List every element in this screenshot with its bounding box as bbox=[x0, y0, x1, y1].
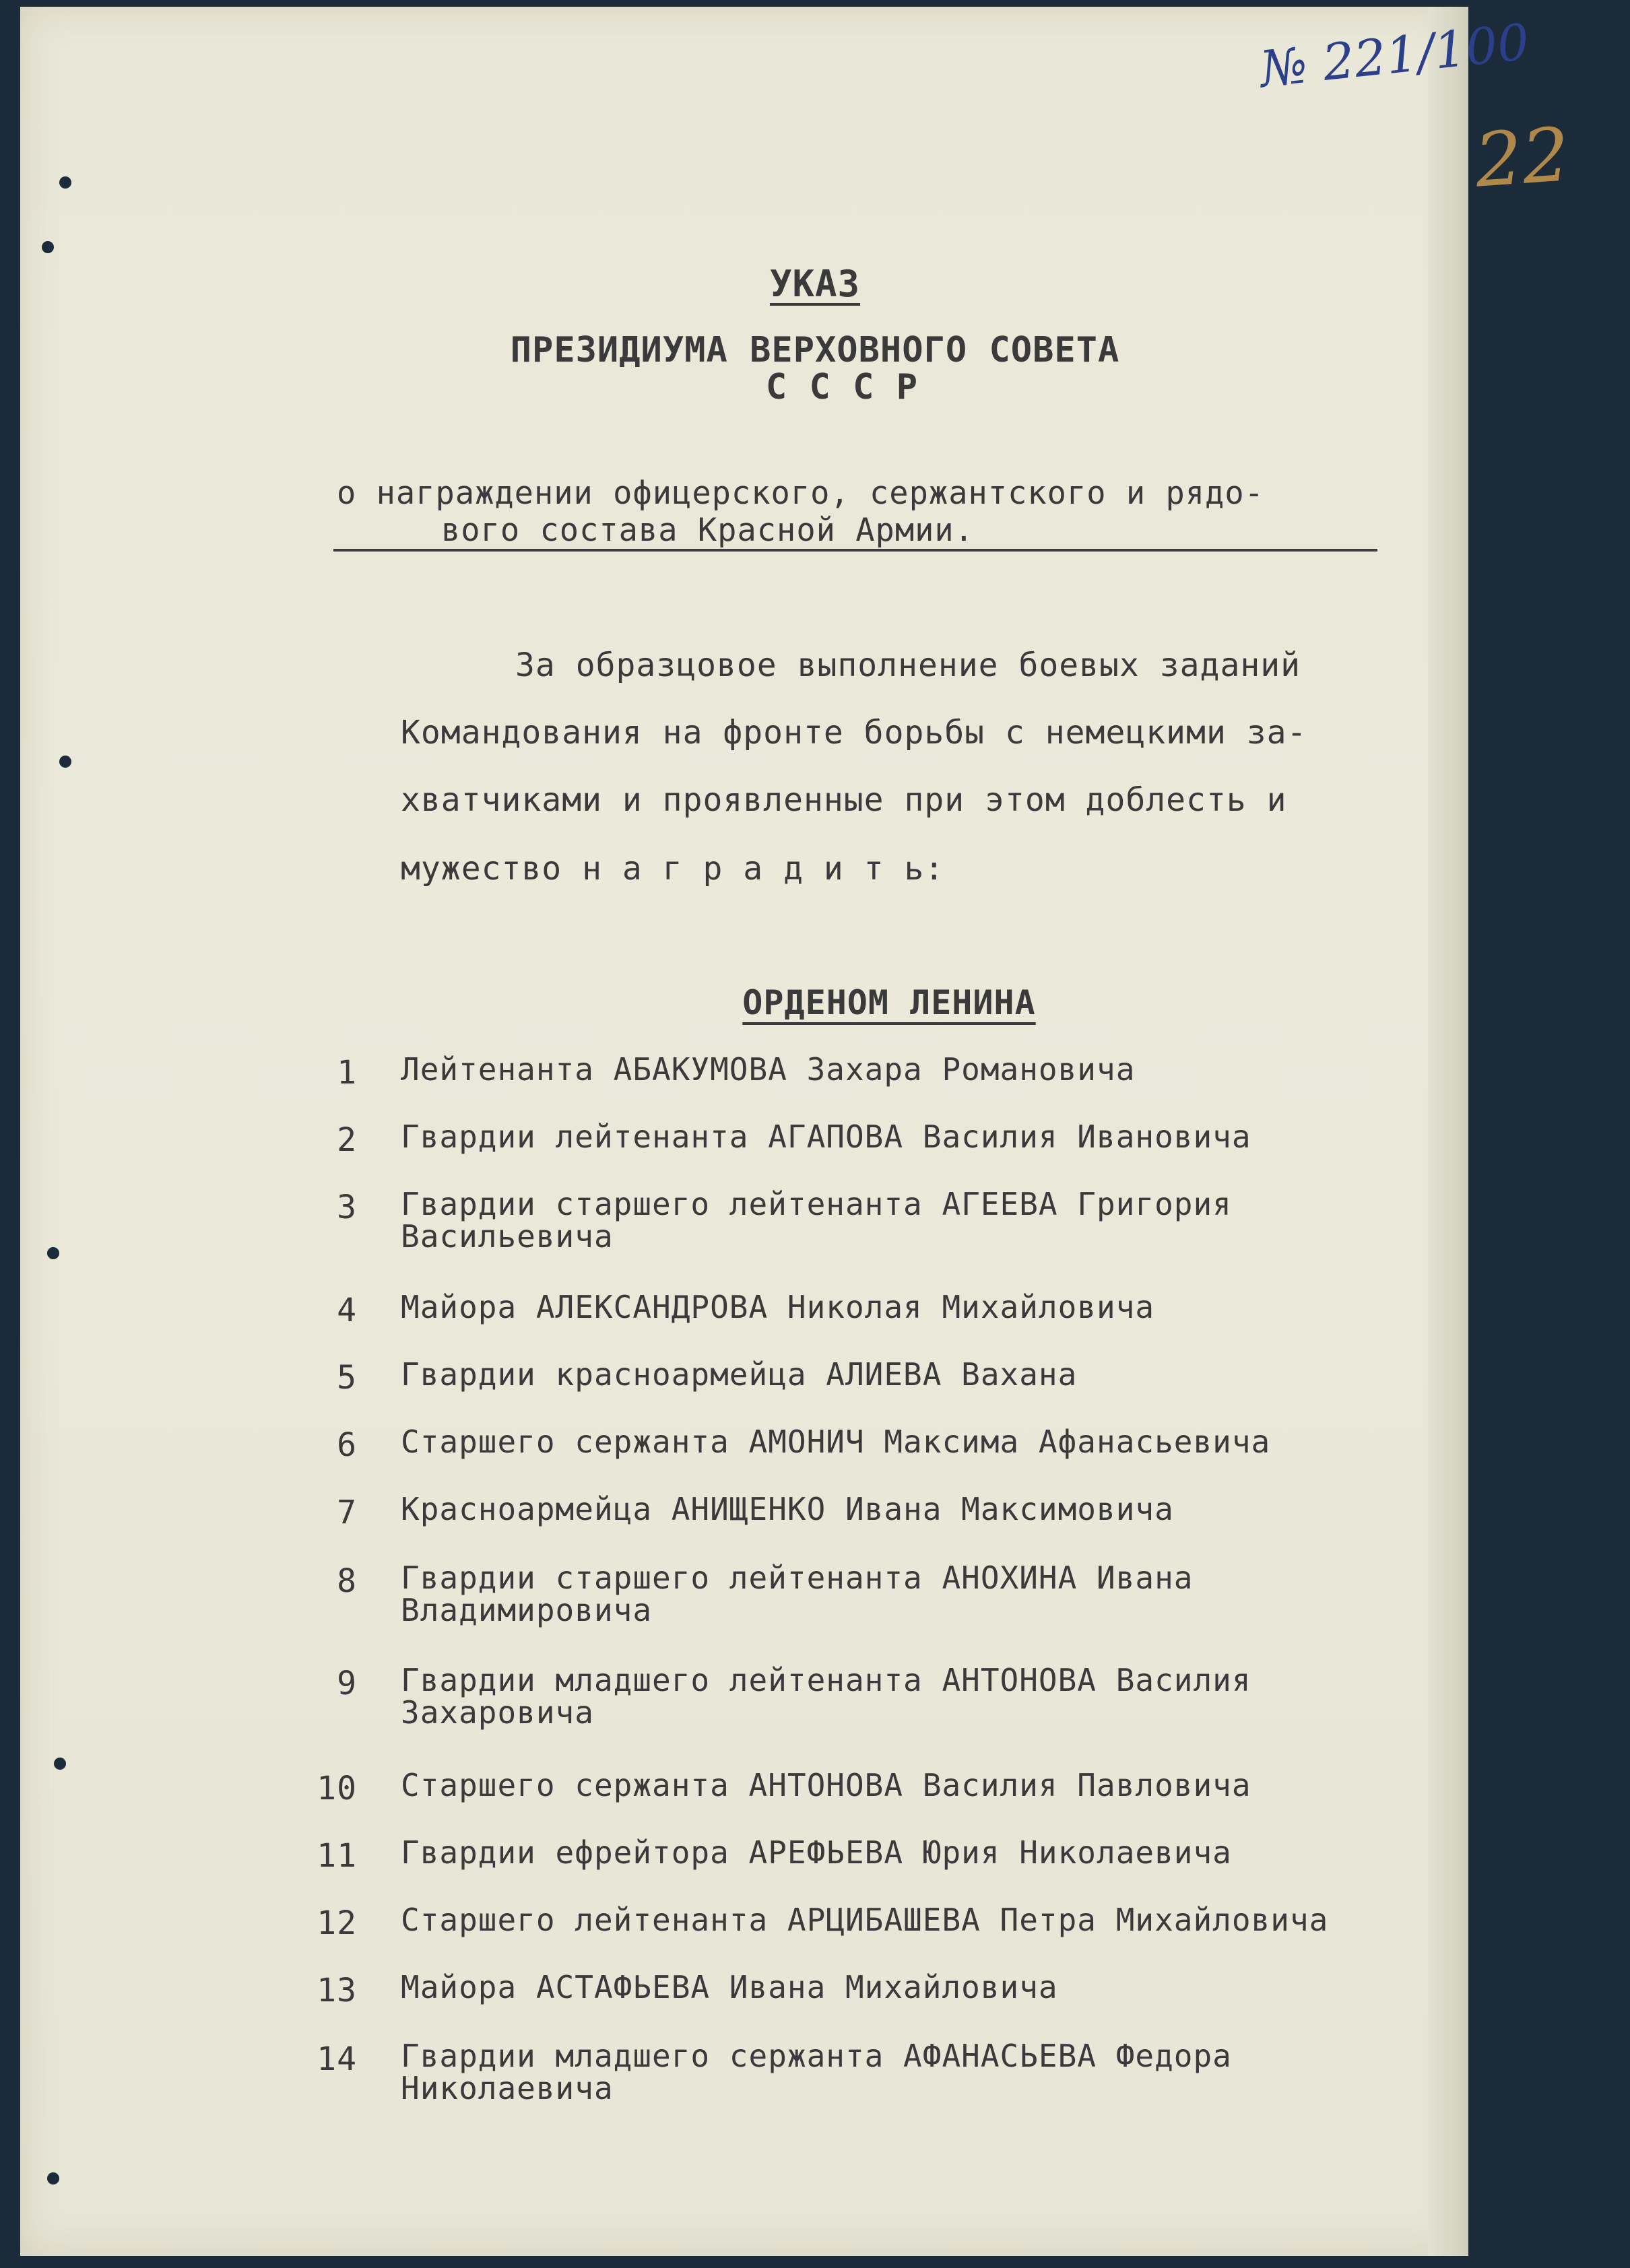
list-item-number: 11 bbox=[317, 1837, 357, 1875]
list-item-text: Красноармейца АНИЩЕНКО Ивана Максимовича bbox=[401, 1491, 1174, 1527]
subject-line-1: о награждении офицерского, сержантского и рядо- bbox=[337, 475, 1264, 512]
list-item-number: 1 bbox=[337, 1054, 357, 1092]
issuer-line-1: ПРЕЗИДИУМА ВЕРХОВНОГО СОВЕТА bbox=[510, 330, 1120, 370]
list-item-text: Гвардии красноармейца АЛИЕВА Вахана bbox=[401, 1356, 1078, 1393]
document-title: УКАЗ bbox=[769, 263, 861, 305]
list-item-text: Майора АСТАФЬЕВА Ивана Михайловича bbox=[401, 1969, 1058, 2005]
list-item-text: Старшего лейтенанта АРЦИБАШЕВА Петра Михайловича bbox=[401, 1902, 1329, 1938]
list-item-number: 13 bbox=[317, 1972, 357, 2009]
list-item-text-continued: Владимировича bbox=[401, 1592, 653, 1628]
preamble-line-3: хватчиками и проявленные при этом доблесть и bbox=[401, 781, 1287, 819]
list-item-text: Гвардии старшего лейтенанта АГЕЕВА Григория bbox=[401, 1186, 1232, 1222]
list-item-number: 14 bbox=[317, 2040, 357, 2078]
list-item-number: 7 bbox=[337, 1494, 357, 1531]
archive-number: № 221/100 bbox=[1257, 13, 1532, 99]
list-item-text: Гвардии лейтенанта АГАПОВА Василия Ивановича bbox=[401, 1119, 1251, 1155]
list-item-number: 12 bbox=[317, 1904, 357, 1942]
list-item-text: Майора АЛЕКСАНДРОВА Николая Михайловича bbox=[401, 1289, 1155, 1325]
preamble-line-2: Командования на фронте борьбы с немецкими за- bbox=[401, 714, 1307, 752]
list-item-text: Гвардии младшего сержанта АФАНАСЬЕВА Федора bbox=[401, 2038, 1232, 2074]
list-item-number: 10 bbox=[317, 1770, 357, 1807]
list-item-text: Старшего сержанта АНТОНОВА Василия Павловича bbox=[401, 1767, 1251, 1803]
section-heading: ОРДЕНОМ ЛЕНИНА bbox=[742, 983, 1036, 1022]
punch-hole bbox=[54, 1758, 66, 1770]
list-item-number: 4 bbox=[337, 1292, 357, 1329]
punch-hole bbox=[59, 176, 71, 189]
list-item-number: 5 bbox=[337, 1359, 357, 1397]
subject-rule bbox=[333, 549, 1377, 552]
list-item-text-continued: Васильевича bbox=[401, 1218, 614, 1255]
list-item-text: Лейтенанта АБАКУМОВА Захара Романовича bbox=[401, 1051, 1136, 1088]
punch-hole bbox=[47, 2172, 59, 2184]
subject-line-2: вого состава Красной Армии. bbox=[441, 512, 975, 549]
punch-hole bbox=[42, 241, 54, 253]
list-item-number: 8 bbox=[337, 1562, 357, 1600]
list-item-text: Гвардии ефрейтора АРЕФЬЕВА Юрия Николаевича bbox=[401, 1834, 1232, 1871]
list-item-text: Старшего сержанта АМОНИЧ Максима Афанасьевича bbox=[401, 1424, 1271, 1460]
preamble-line-4: мужество н а г р а д и т ь: bbox=[401, 850, 945, 888]
punch-hole bbox=[47, 1247, 59, 1259]
list-item-text-continued: Захаровича bbox=[401, 1694, 594, 1731]
list-item-number: 9 bbox=[337, 1665, 357, 1702]
page-number: 22 bbox=[1472, 111, 1573, 204]
list-item-text-continued: Николаевича bbox=[401, 2070, 614, 2106]
preamble-line-1: За образцовое выполнение боевых заданий bbox=[515, 646, 1301, 684]
punch-hole bbox=[59, 756, 71, 768]
issuer-line-2: С С С Р bbox=[765, 367, 919, 407]
list-item-text: Гвардии старшего лейтенанта АНОХИНА Ивана bbox=[401, 1560, 1194, 1596]
list-item-text: Гвардии младшего лейтенанта АНТОНОВА Василия bbox=[401, 1662, 1251, 1698]
list-item-number: 6 bbox=[337, 1426, 357, 1464]
list-item-number: 2 bbox=[337, 1121, 357, 1159]
list-item-number: 3 bbox=[337, 1189, 357, 1226]
